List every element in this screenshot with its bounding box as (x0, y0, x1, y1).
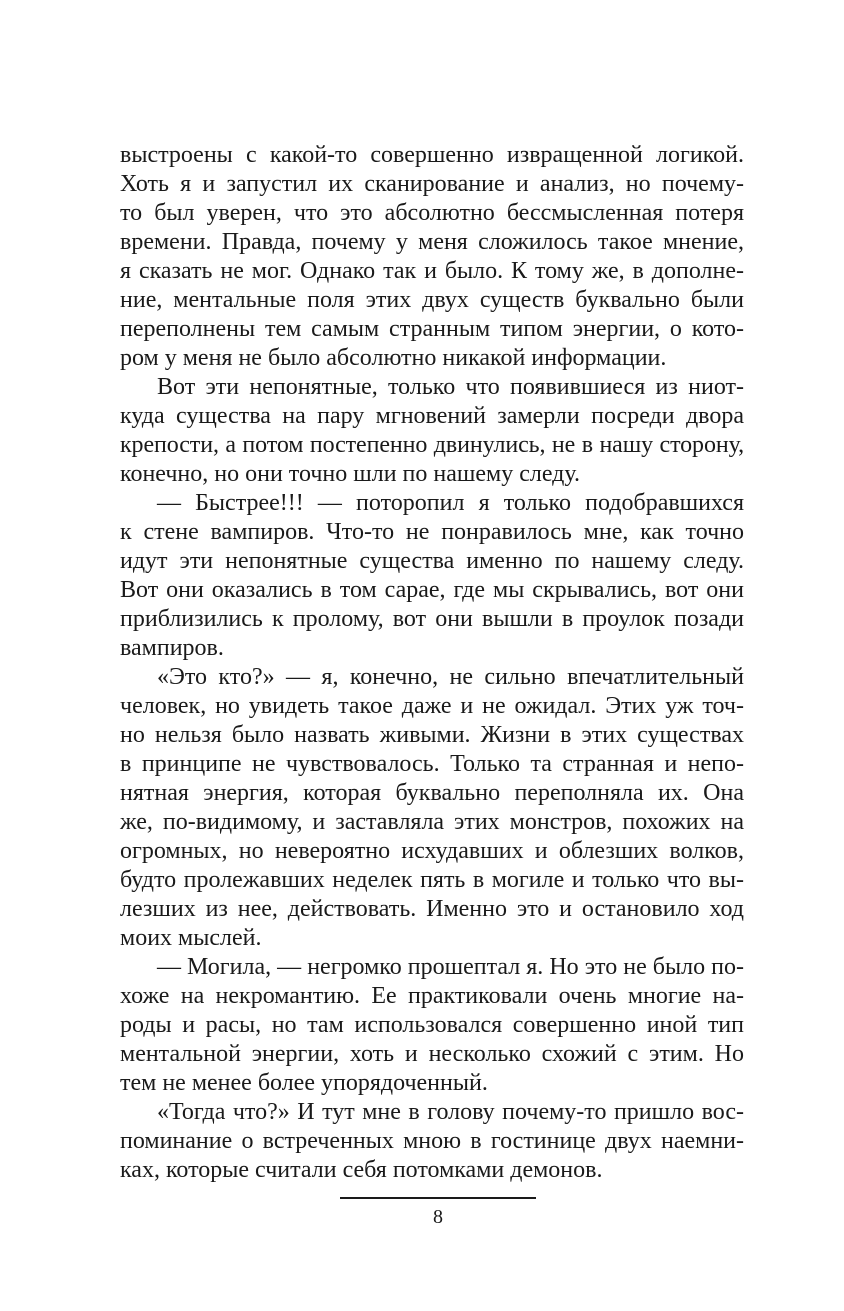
text-line: конечно, но они точно шли по нашему следу. (120, 461, 580, 487)
text-line: куда существа на пару мгновений замерли посреди двора (120, 403, 744, 429)
text-line: ром у меня не было абсолютно никакой информации. (120, 345, 667, 371)
text-line: то был уверен, что это абсолютно бессмысленная потеря (120, 200, 744, 226)
text-line: приблизились к пролому, вот они вышли в проулок позади (120, 606, 744, 632)
text-line: нятная энергия, которая буквально переполняла их. Она (120, 780, 744, 806)
text-line: тем не менее более упорядоченный. (120, 1070, 488, 1096)
text-line: идут эти непонятные существа именно по нашему следу. (120, 548, 744, 574)
text-line: — Быстрее!!! — поторопил я только подобравшихся (157, 490, 744, 516)
paragraph (120, 953, 744, 1098)
text-line: роды и расы, но там использовался совершенно иной тип (120, 1012, 744, 1038)
text-line: человек, но увидеть такое даже и не ожидал. Этих уж точ- (120, 693, 744, 719)
paragraph (120, 141, 744, 373)
text-line: огромных, но невероятно исхудавших и облезших волков, (120, 838, 744, 864)
text-line: моих мыслей. (120, 925, 262, 951)
text-line: же, по-видимому, и заставляла этих монстров, похожих на (120, 809, 744, 835)
text-line: но нельзя было назвать живыми. Жизни в этих существах (120, 722, 744, 748)
text-line: ментальной энергии, хоть и несколько схожий с этим. Но (120, 1041, 744, 1067)
text-line: поминание о встреченных мною в гостинице двух наемни- (120, 1128, 744, 1154)
text-line: времени. Правда, почему у меня сложилось такое мнение, (120, 229, 744, 255)
text-line: хоже на некромантию. Ее практиковали очень многие на- (120, 983, 744, 1009)
paragraph (120, 373, 744, 489)
text-line: Вот они оказались в том сарае, где мы скрывались, вот они (120, 577, 744, 603)
paragraph (120, 489, 744, 663)
book-page (120, 141, 744, 1311)
text-line: в принципе не чувствовалось. Только та странная и непо- (120, 751, 744, 777)
text-line: будто пролежавших неделек пять в могиле и только что вы- (120, 867, 744, 893)
text-line: «Тогда что?» И тут мне в голову почему-то пришло вос- (157, 1099, 744, 1125)
text-line: — Могила, — негромко прошептал я. Но это не было по- (157, 954, 744, 980)
text-line: к стене вампиров. Что-то не понравилось мне, как точно (120, 519, 744, 545)
text-line: ние, ментальные поля этих двух существ буквально были (120, 287, 744, 313)
text-line: ках, которые считали себя потомками демонов. (120, 1157, 603, 1183)
text-line: крепости, а потом постепенно двинулись, не в нашу сторону, (120, 432, 744, 458)
body-text (120, 141, 744, 1185)
text-line: Хоть я и запустил их сканирование и анализ, но почему- (120, 171, 744, 197)
footer-divider (340, 1197, 536, 1199)
text-line: лезших из нее, действовать. Именно это и остановило ход (120, 896, 744, 922)
paragraph (120, 663, 744, 953)
text-line: вампиров. (120, 635, 224, 661)
text-line: выстроены с какой-то совершенно извращенной логикой. (120, 142, 744, 168)
paragraph (120, 1098, 744, 1185)
page-number: 8 (433, 1206, 443, 1228)
text-line: я сказать не мог. Однако так и было. К тому же, в дополне- (120, 258, 744, 284)
text-line: Вот эти непонятные, только что появившиеся из ниот- (157, 374, 744, 400)
text-line: переполнены тем самым странным типом энергии, о кото- (120, 316, 744, 342)
text-line: «Это кто?» — я, конечно, не сильно впечатлительный (157, 664, 744, 690)
